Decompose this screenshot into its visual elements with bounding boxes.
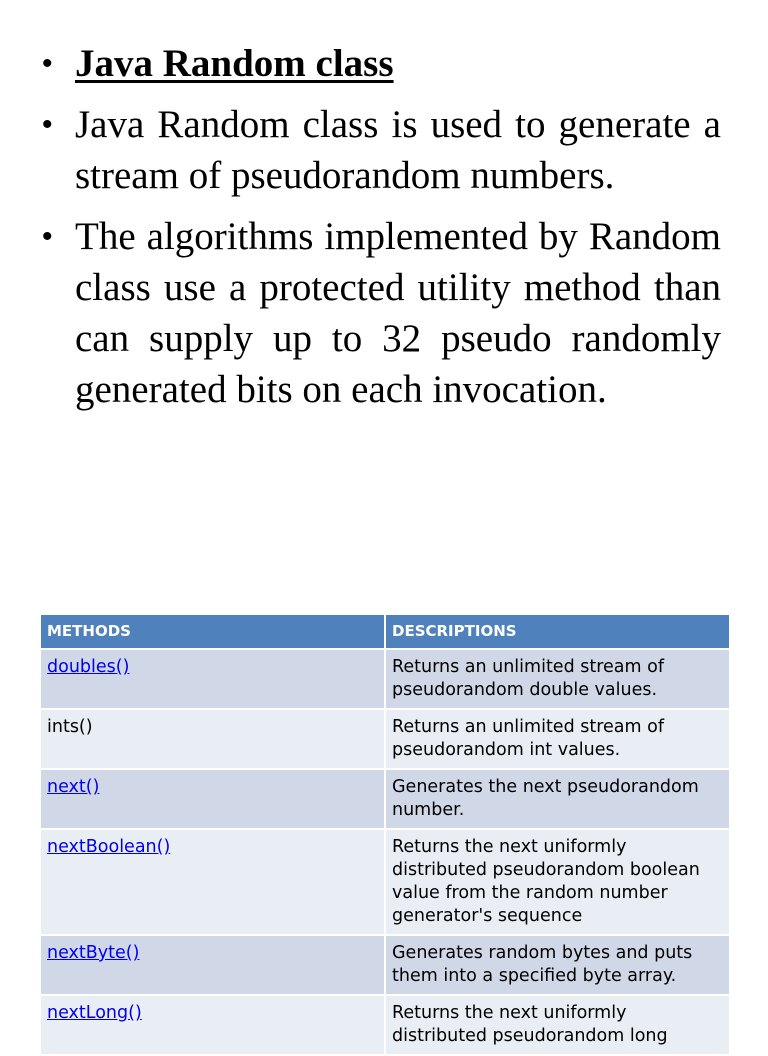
method-cell: [40, 935, 385, 995]
table-row: [40, 769, 730, 829]
method-link-next[interactable]: next(): [47, 777, 100, 797]
method-link-doubles[interactable]: doubles(): [47, 657, 130, 677]
method-link-nextlong[interactable]: nextLong(): [47, 1003, 142, 1023]
method-cell: [40, 769, 385, 829]
column-header-methods: METHODS: [40, 615, 385, 649]
bullet-text: Java Random class is used to generate a stream of pseudorandom numbers.: [75, 103, 721, 197]
method-link-nextbyte[interactable]: nextByte(): [47, 943, 140, 963]
methods-table: [39, 615, 731, 1056]
bullet-item: [40, 99, 721, 201]
slide-heading: Java Random class: [75, 42, 394, 85]
method-cell: [40, 995, 385, 1055]
table-row: [40, 995, 730, 1055]
table-row: [40, 829, 730, 935]
bullet-list: [40, 38, 721, 425]
bullet-heading: [40, 38, 721, 89]
description-cell: Returns the next uniformly distributed pseudorandom long: [385, 995, 730, 1055]
description-cell: Returns an unlimited stream of pseudorandom int values.: [385, 709, 730, 769]
method-name-ints: ints(): [47, 717, 93, 737]
description-cell: Returns an unlimited stream of pseudorandom double values.: [385, 649, 730, 709]
method-cell: [40, 709, 385, 769]
bullet-text: The algorithms implemented by Random class use a protected utility method than can supply up to 32 pseudo randomly generated bits on each invocation.: [75, 215, 721, 411]
table-row: [40, 649, 730, 709]
method-cell: [40, 829, 385, 935]
description-cell: Generates random bytes and puts them into a specified byte array.: [385, 935, 730, 995]
table-header-row: [40, 615, 730, 649]
description-cell: Generates the next pseudorandom number.: [385, 769, 730, 829]
method-link-nextboolean[interactable]: nextBoolean(): [47, 837, 171, 857]
bullet-dot: •: [42, 47, 53, 80]
table-row: [40, 935, 730, 995]
bullet-dot: •: [42, 220, 53, 253]
column-header-descriptions: DESCRIPTIONS: [385, 615, 730, 649]
method-cell: [40, 649, 385, 709]
description-cell: Returns the next uniformly distributed pseudorandom boolean value from the random number generator's sequence: [385, 829, 730, 935]
bullet-dot: •: [42, 108, 53, 141]
bullet-item: [40, 211, 721, 415]
table-row: [40, 709, 730, 769]
